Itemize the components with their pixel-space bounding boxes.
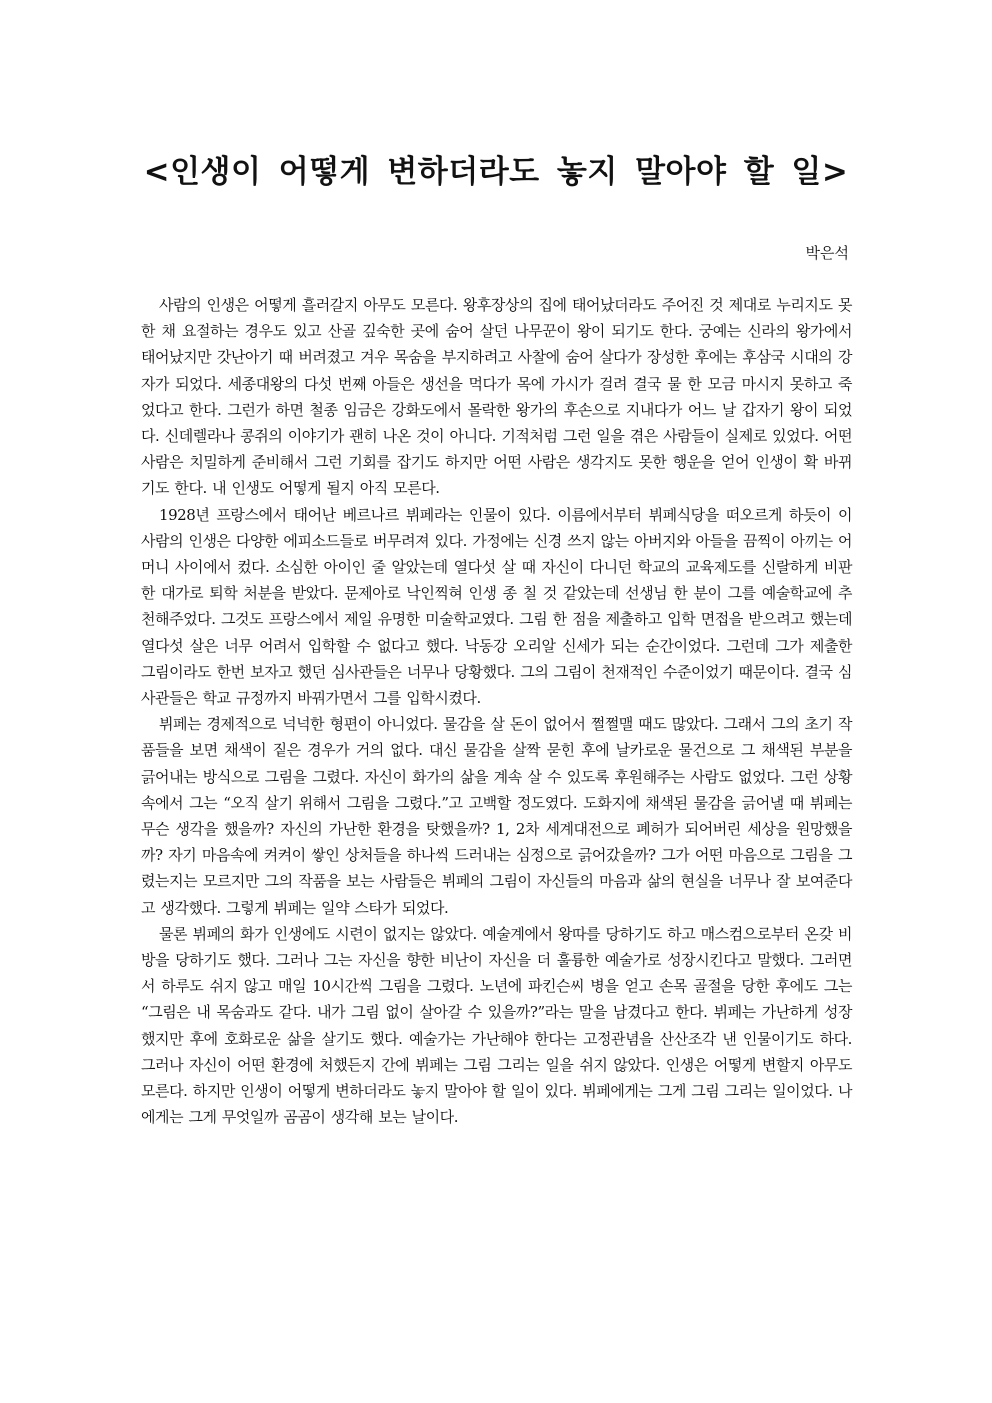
document-body [141, 292, 852, 1131]
paragraph: 사람의 인생은 어떻게 흘러갈지 아무도 모른다. 왕후장상의 집에 태어났더라도 주어진 것 제대로 누리지도 못한 채 요절하는 경우도 있고 산골 깊숙한 곳에 숨어 살던 나무꾼이 왕이 되기도 한다. 궁예는 신라의 왕가에서 태어났지만 갓난아기 때 버려졌고 겨우 목숨을 부지하려고 사찰에 숨어 살다가 장성한 후에는 후삼국 시대의 강자가 되었다. 세종대왕의 다섯 번째 아들은 생선을 먹다가 목에 가시가 걸려 결국 물 한 모금 마시지 못하고 죽었다고 한다. 그런가 하면 철종 임금은 강화도에서 몰락한 왕가의 후손으로 지내다가 어느 날 갑자기 왕이 되었다. 신데렐라나 콩쥐의 이야기가 괜히 나온 것이 아니다. 기적처럼 그런 일을 겪은 사람들이 실제로 있었다. 어떤 사람은 치밀하게 준비해서 그런 기회를 잡기도 하지만 어떤 사람은 생각지도 못한 행운을 얻어 인생이 확 바뀌기도 한다. 내 인생도 어떻게 될지 아직 모른다. [141, 296, 852, 498]
paragraph: 물론 뷔페의 화가 인생에도 시련이 없지는 않았다. 예술계에서 왕따를 당하기도 하고 매스컴으로부터 온갖 비방을 당하기도 했다. 그러나 그는 자신을 향한 비난이 자신을 더 훌륭한 예술가로 성장시킨다고 말했다. 그러면서 하루도 쉬지 않고 매일 10시간씩 그림을 그렸다. 노년에 파킨슨씨 병을 얻고 손목 골절을 당한 후에도 그는 “그림은 내 목숨과도 같다. 내가 그림 없이 살아갈 수 있을까?”라는 말을 남겼다고 한다. 뷔페는 가난하게 성장했지만 후에 호화로운 삶을 살기도 했다. 예술가는 가난해야 한다는 고정관념을 산산조각 낸 인물이기도 하다. 그러나 자신이 어떤 환경에 처했든지 간에 뷔페는 그림 그리는 일을 쉬지 않았다. 인생은 어떻게 변할지 아무도 모른다. 하지만 인생이 어떻게 변하더라도 놓지 말아야 할 일이 있다. 뷔페에게는 그게 그림 그리는 일이었다. 나에게는 그게 무엇일까 곰곰이 생각해 보는 날이다. [141, 924, 852, 1127]
author-name: 박은석 [805, 244, 849, 262]
document-title: <인생이 어떻게 변하더라도 놓지 말아야 할 일> [143, 154, 849, 190]
paragraph: 1928년 프랑스에서 태어난 베르나르 뷔페라는 인물이 있다. 이름에서부터 뷔페식당을 떠오르게 하듯이 이 사람의 인생은 다양한 에피소드들로 버무려져 있다. 가정에는 신경 쓰지 않는 아버지와 아들을 끔찍이 아끼는 어머니 사이에서 컸다. 소심한 아이인 줄 알았는데 열다섯 살 때 자신이 다니던 학교의 교육제도를 신랄하게 비판한 대가로 퇴학 처분을 받았다. 문제아로 낙인찍혀 인생 종 칠 것 같았는데 선생님 한 분이 그를 예술학교에 추천해주었다. 그것도 프랑스에서 제일 유명한 미술학교였다. 그림 한 점을 제출하고 입학 면접을 받으려고 했는데 열다섯 살은 너무 어려서 입학할 수 없다고 했다. 낙동강 오리알 신세가 되는 순간이었다. 그런데 그가 제출한 그림이라도 한번 보자고 했던 심사관들은 너무나 당황했다. 그의 그림이 천재적인 수준이었기 때문이다. 결국 심사관들은 학교 규정까지 바꿔가면서 그를 입학시켰다. [141, 505, 852, 708]
paragraph: 뷔페는 경제적으로 넉넉한 형편이 아니었다. 물감을 살 돈이 없어서 쩔쩔맬 때도 많았다. 그래서 그의 초기 작품들을 보면 채색이 짙은 경우가 거의 없다. 대신 물감을 살짝 묻힌 후에 날카로운 물건으로 그 채색된 부분을 긁어내는 방식으로 그림을 그렸다. 자신이 화가의 삶을 계속 살 수 있도록 후원해주는 사람도 없었다. 그런 상황 속에서 그는 “오직 살기 위해서 그림을 그렸다.”고 고백할 정도였다. 도화지에 채색된 물감을 긁어낼 때 뷔페는 무슨 생각을 했을까? 자신의 가난한 환경을 탓했을까? 1, 2차 세계대전으로 폐허가 되어버린 세상을 원망했을까? 자기 마음속에 켜켜이 쌓인 상처들을 하나씩 드러내는 심정으로 긁어갔을까? 그가 어떤 마음으로 그림을 그렸는지는 모르지만 그의 작품을 보는 사람들은 뷔페의 그림이 자신들의 마음과 삶의 현실을 너무나 잘 보여준다고 생각했다. 그렇게 뷔페는 일약 스타가 되었다. [141, 715, 852, 917]
